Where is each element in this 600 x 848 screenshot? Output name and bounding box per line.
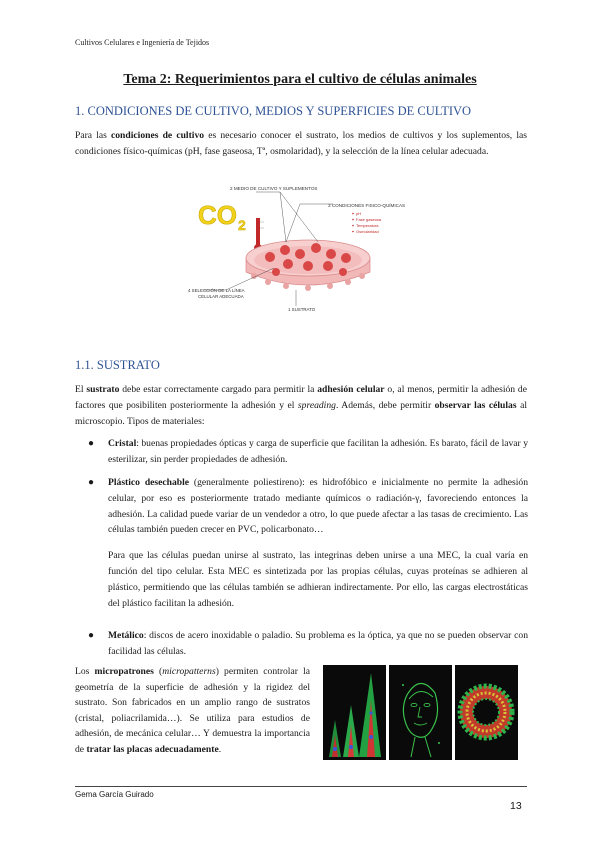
micropattern-image-face bbox=[389, 665, 452, 760]
page-number: 13 bbox=[510, 800, 522, 812]
culture-conditions-diagram bbox=[188, 180, 428, 320]
running-header: Cultivos Celulares e Ingeniería de Tejidos bbox=[75, 38, 210, 47]
diagram-list-item: Fase gaseosa bbox=[356, 217, 382, 222]
bullet-icon: ● bbox=[88, 438, 95, 449]
substrate-paragraph: El sustrato debe estar correctamente cargado para permitir la adhesión celular o, al menos, permitir la adhesión de factores que posibiliten posteriormente la adhesión y el spreading. Además, debe permitir observar las células al microscopio. Tipos de materiales: bbox=[75, 384, 527, 427]
bullet-metalico: ● Metálico: discos de acero inoxidable o paladio. Su problema es la óptica, ya que no se pueden observar con facilidad las células. bbox=[88, 630, 528, 657]
diagram-label-cell-line: 4 SELECCIÓN DE LA LÍNEA bbox=[188, 288, 245, 293]
micropatterns-paragraph: Los micropatrones (micropatterns) permiten controlar la geometría de la superficie de adhesión y la rigidez del sustrato. Son fabricados en un amplio rango de sustratos (cristal, poliacrilamida…). Se utiliza para estudios de adhesión, de mecánica celular… Y demuestra la importancia de tratar las placas adecuadamente. bbox=[75, 666, 310, 755]
bullet-icon: ● bbox=[88, 477, 95, 488]
bullet-plastico: ● Plástico desechable (generalmente poliestireno): es hidrofóbico e inicialmente no permite la adhesión celular, por eso es posteriormente tratado mediante químicos o radiación-γ, favoreciendo entonces la adhesión. La calidad puede variar de un vendedor a otro, lo que puede afectar a las tasas de crecimiento. Las células también pueden crecer en PVC, policarbonato… Para que las células puedan unirse al sustrato, las integrinas deben unirse a una MEC, la cual varía en función del tipo celular. Esta MEC es sintetizada por las propias células, cuyas proteínas se adhieren al plástico, permitiendo que las células también se adhieran indirectamente. Por ello, las cargas electrostáticas del plástico facilitan la adhesión. bbox=[88, 475, 528, 611]
co2-subscript: 2 bbox=[238, 217, 246, 233]
footer-author: Gema García Guirado bbox=[75, 790, 154, 799]
page-title: Tema 2: Requerimientos para el cultivo de células animales bbox=[123, 72, 477, 87]
bullet-cristal: ● Cristal: buenas propiedades ópticas y carga de superficie que facilitan la adhesión. Es barato, fácil de lavar y esterilizar, sin perder propiedades de adhesión. bbox=[88, 438, 528, 465]
section-heading-1-1: 1.1. SUSTRATO bbox=[75, 358, 160, 372]
micropattern-image-towers bbox=[323, 665, 386, 760]
section-heading-1: 1. CONDICIONES DE CULTIVO, MEDIOS Y SUPERFICIES DE CULTIVO bbox=[75, 104, 472, 118]
diagram-label-physchem: 3 CONDICIONES FISICO-QUÍMICAS bbox=[328, 203, 406, 208]
micropattern-image-ring bbox=[455, 665, 518, 760]
diagram-label-medium: 2 MEDIO DE CULTIVO Y SUPLEMENTOS bbox=[230, 186, 318, 191]
plastic-detail-paragraph: Para que las células puedan unirse al sustrato, las integrinas deben unirse a una MEC, la cual varía en función del tipo celular. Esta MEC es sintetizada por las propias células, cuyas proteínas se adhieren al plástico, permitiendo que las células también se adhieran indirectamente. Por ello, las cargas electrostáticas del plástico facilitan la adhesión. bbox=[108, 550, 528, 609]
intro-paragraph: Para las condiciones de cultivo es necesario conocer el sustrato, los medios de cultivos y los suplementos, las condiciones físico-químicas (pH, fase gaseosa, Tª, osmolaridad), y la selección de la línea celular adecuada. bbox=[75, 130, 527, 157]
bullet-icon: ● bbox=[88, 630, 95, 641]
diagram-label-substrate: 1 SUSTRATO bbox=[288, 307, 316, 312]
diagram-list-item: Temperatura bbox=[356, 223, 379, 228]
diagram-list-item: pH bbox=[356, 211, 362, 216]
footer-divider bbox=[75, 786, 527, 787]
diagram-label-cell-line-2: CELULAR ADECUADA bbox=[198, 294, 244, 299]
diagram-list-item: Osmolaridad bbox=[356, 229, 379, 234]
co2-label: CO bbox=[198, 200, 237, 230]
